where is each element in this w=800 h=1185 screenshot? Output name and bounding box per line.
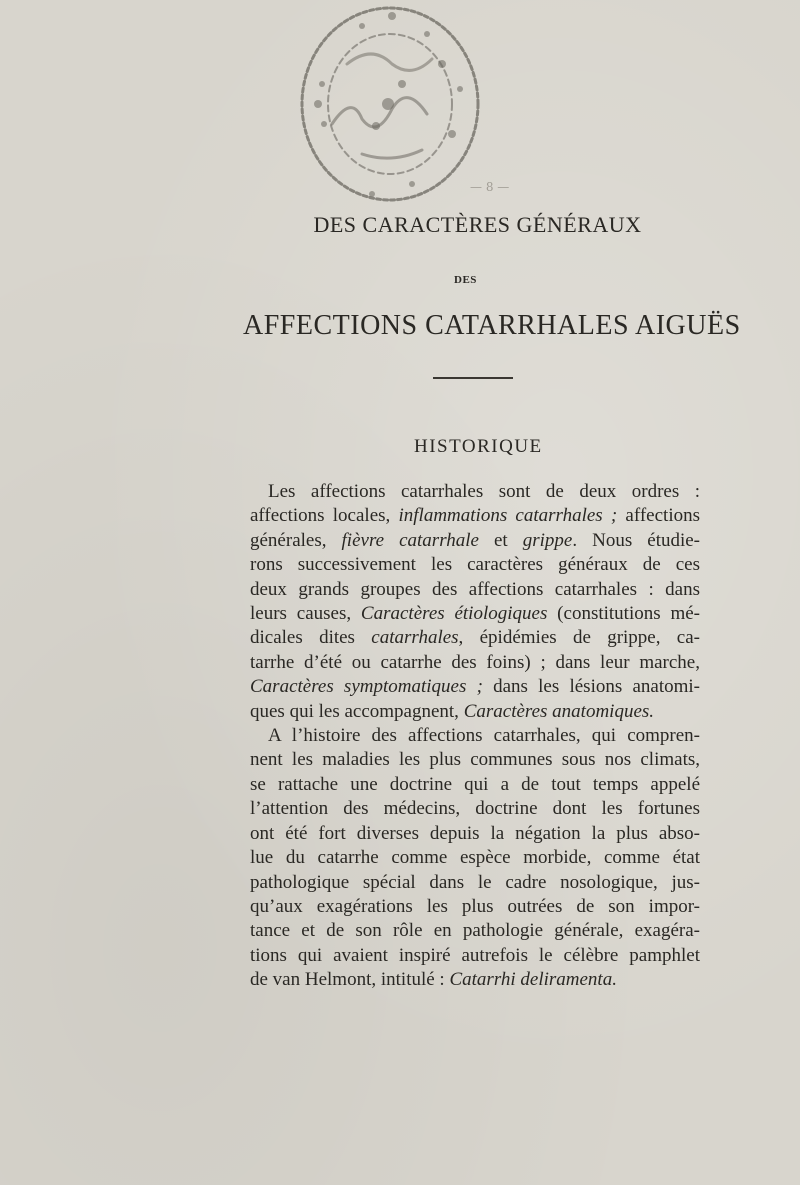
text-span: ont été fort diverses depuis la négation la plus abso- xyxy=(250,822,700,844)
text-span: pathologique spécial dans le cadre nosologique, jus- xyxy=(250,871,700,893)
text-span: générales, xyxy=(250,529,342,551)
library-stamp-icon xyxy=(292,4,488,214)
text-line xyxy=(250,748,700,772)
text-span: , épidémies de grippe, ca- xyxy=(458,627,701,649)
text-line xyxy=(250,675,700,699)
text-line xyxy=(250,871,700,895)
text-span: tarrhe d’été ou catarrhe des foins) ; dans leur marche, xyxy=(250,651,700,673)
text-span: affections xyxy=(617,505,700,527)
text-span: ques qui les accompagnent, xyxy=(250,700,464,722)
text-span: Les affections catarrhales sont de deux ordres : xyxy=(268,481,700,502)
text-line xyxy=(250,651,700,675)
text-line xyxy=(250,504,700,528)
italic-span: grippe xyxy=(522,529,573,551)
heading-divider xyxy=(433,377,513,379)
text-line xyxy=(250,773,700,797)
text-span: dans les lésions anatomi- xyxy=(482,676,700,698)
text-span: leurs causes, xyxy=(250,603,361,625)
italic-span: fièvre catarrhale xyxy=(341,529,479,551)
text-span: rons successivement les caractères généraux de ces xyxy=(250,554,700,576)
text-line xyxy=(250,700,700,724)
text-line xyxy=(250,724,700,748)
body-text xyxy=(250,480,700,993)
text-line xyxy=(250,919,700,943)
text-span: affections locales, xyxy=(250,505,399,527)
text-span: l’attention des médecins, doctrine dont les fortunes xyxy=(250,798,700,820)
heading-line-3: AFFECTIONS CATARRHALES AIGUËS xyxy=(243,310,741,341)
text-line xyxy=(250,944,700,968)
italic-span: Caractères étiologiques xyxy=(360,603,548,625)
text-span: nent les maladies les plus communes sous nos climats, xyxy=(250,749,700,771)
italic-span: Caractères symptomatiques ; xyxy=(250,676,483,698)
text-line xyxy=(250,578,700,602)
heading-line-2: DES xyxy=(454,274,477,286)
italic-span: Catarrhi deliramenta. xyxy=(449,969,617,991)
section-title: HISTORIQUE xyxy=(414,436,543,457)
text-line xyxy=(250,602,700,626)
text-line xyxy=(250,480,700,504)
text-line xyxy=(250,553,700,577)
italic-span: Caractères anatomiques. xyxy=(463,700,655,722)
page-number: — 8 — xyxy=(470,180,510,194)
text-span: et xyxy=(478,529,523,551)
text-span: tance et de son rôle en pathologie générale, exagéra- xyxy=(250,920,700,942)
text-line xyxy=(250,895,700,919)
text-span: dicales dites xyxy=(250,627,372,649)
text-span: . Nous étudie- xyxy=(572,529,701,551)
text-span: se rattache une doctrine qui a de tout temps appelé xyxy=(250,773,700,795)
text-line xyxy=(250,529,700,553)
text-line xyxy=(250,968,700,992)
text-line xyxy=(250,846,700,870)
text-span: de van Helmont, intitulé : xyxy=(250,969,450,991)
text-line xyxy=(250,797,700,821)
text-line xyxy=(250,626,700,650)
text-span: deux grands groupes des affections catarrhales : dans xyxy=(250,578,700,600)
text-line xyxy=(250,822,700,846)
text-span: (constitutions mé- xyxy=(547,603,700,625)
text-span: qu’aux exagérations les plus outrées de son impor- xyxy=(250,895,700,917)
text-span: A l’histoire des affections catarrhales, qui compren- xyxy=(268,725,700,747)
italic-span: inflammations catarrhales ; xyxy=(398,505,618,527)
heading-line-1: DES CARACTÈRES GÉNÉRAUX xyxy=(313,212,642,237)
italic-span: catarrhales xyxy=(371,627,459,649)
text-span: tions qui avaient inspiré autrefois le célèbre pamphlet xyxy=(250,944,700,966)
text-span: lue du catarrhe comme espèce morbide, comme état xyxy=(250,847,700,869)
